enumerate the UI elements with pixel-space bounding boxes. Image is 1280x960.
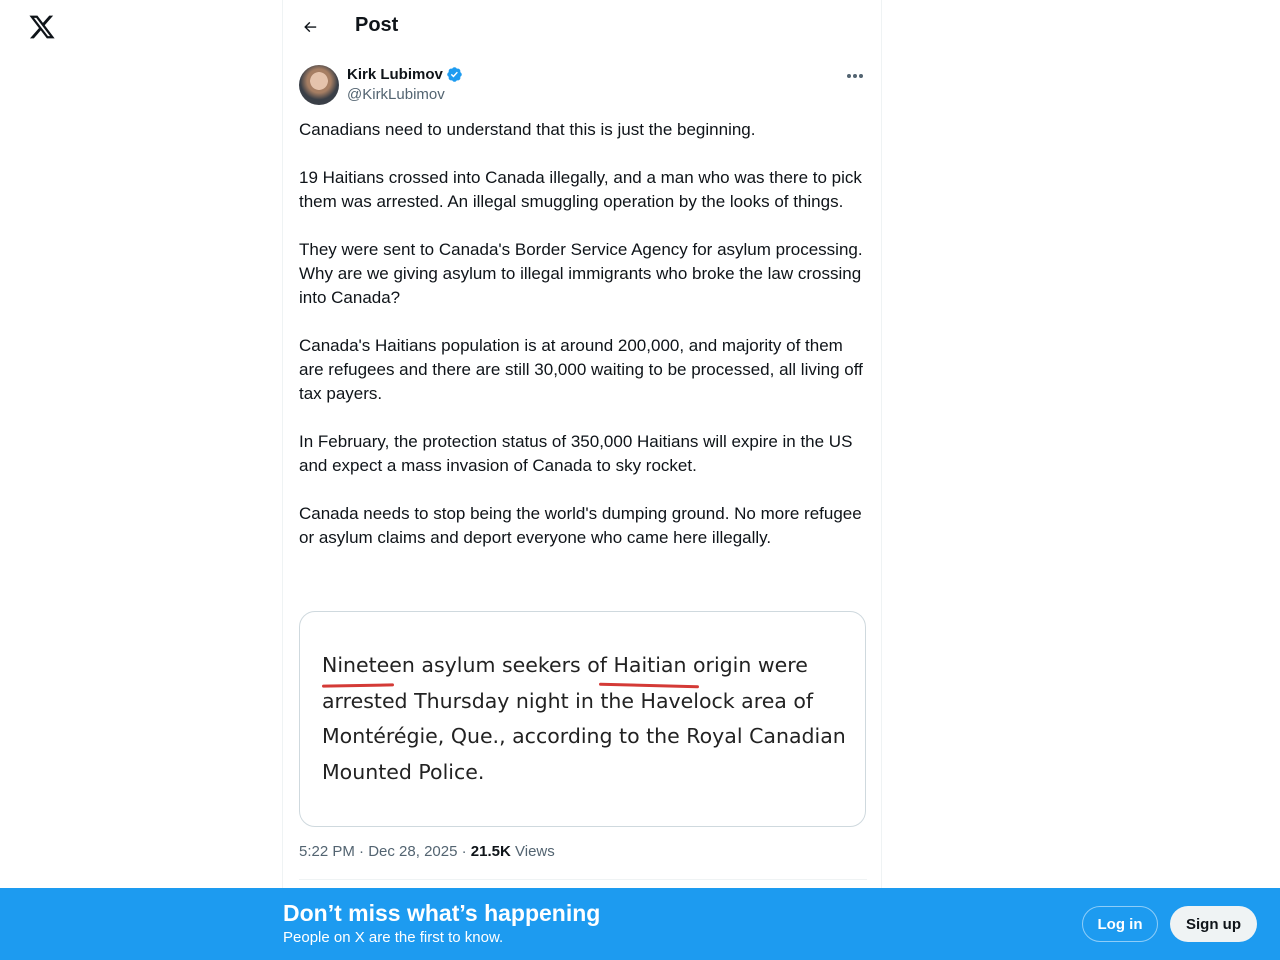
verified-badge-icon [446,66,463,83]
banner-subtitle: People on X are the first to know. [283,929,504,946]
views-label: Views [515,843,555,860]
page-header [283,0,881,53]
separator: · [461,843,467,860]
login-button[interactable]: Log in [1082,906,1158,942]
post-paragraph: 19 Haitians crossed into Canada illegally, and a man who was there to pick them was arrested. An illegal smuggling operation by the looks of things. [299,168,867,211]
post-date[interactable]: Dec 28, 2025 [368,843,458,860]
separator: · [359,843,365,860]
author-name-row [347,66,463,83]
views-count: 21.5K [470,843,511,860]
more-options-button[interactable] [843,64,867,88]
post-paragraph: Canadians need to understand that this is just the beginning. [299,120,756,139]
post-paragraph: Canada's Haitians population is at around 200,000, and majority of them are refugees and there are still 30,000 waiting to be processed, all living off tax payers. [299,336,868,403]
page-title: Post [355,14,399,36]
post-text [299,118,867,550]
author-name[interactable]: Kirk Lubimov [347,66,443,83]
post-paragraph: They were sent to Canada's Border Service Agency for asylum processing. Why are we giving asylum to illegal immigrants who broke the law crossing into Canada? [299,240,863,307]
author-handle[interactable]: @KirkLubimov [347,86,445,103]
image-caption-text: Nineteen asylum seekers of Haitian origin were arrested Thursday night in the Havelock area of Montérégie, Que., according to the Royal Canadian Mounted Police. [322,653,846,785]
post-paragraph: Canada needs to stop being the world's dumping ground. No more refugee or asylum claims and deport everyone who came here illegally. [299,504,867,547]
banner-title: Don’t miss what’s happening [283,900,601,926]
post-column [282,0,882,960]
post-author [299,64,867,108]
post-image[interactable] [299,611,866,827]
x-logo-icon[interactable] [28,13,56,41]
arrow-left-icon[interactable] [299,16,321,38]
post-paragraph: In February, the protection status of 350,000 Haitians will expire in the US and expect a mass invasion of Canada to sky rocket. [299,432,858,475]
signup-button[interactable]: Sign up [1170,906,1257,942]
avatar[interactable] [299,65,339,105]
divider [299,879,867,880]
more-dots-icon [846,73,864,79]
post-metadata [299,843,555,860]
post-time[interactable]: 5:22 PM [299,843,355,860]
signup-banner [0,888,1280,960]
